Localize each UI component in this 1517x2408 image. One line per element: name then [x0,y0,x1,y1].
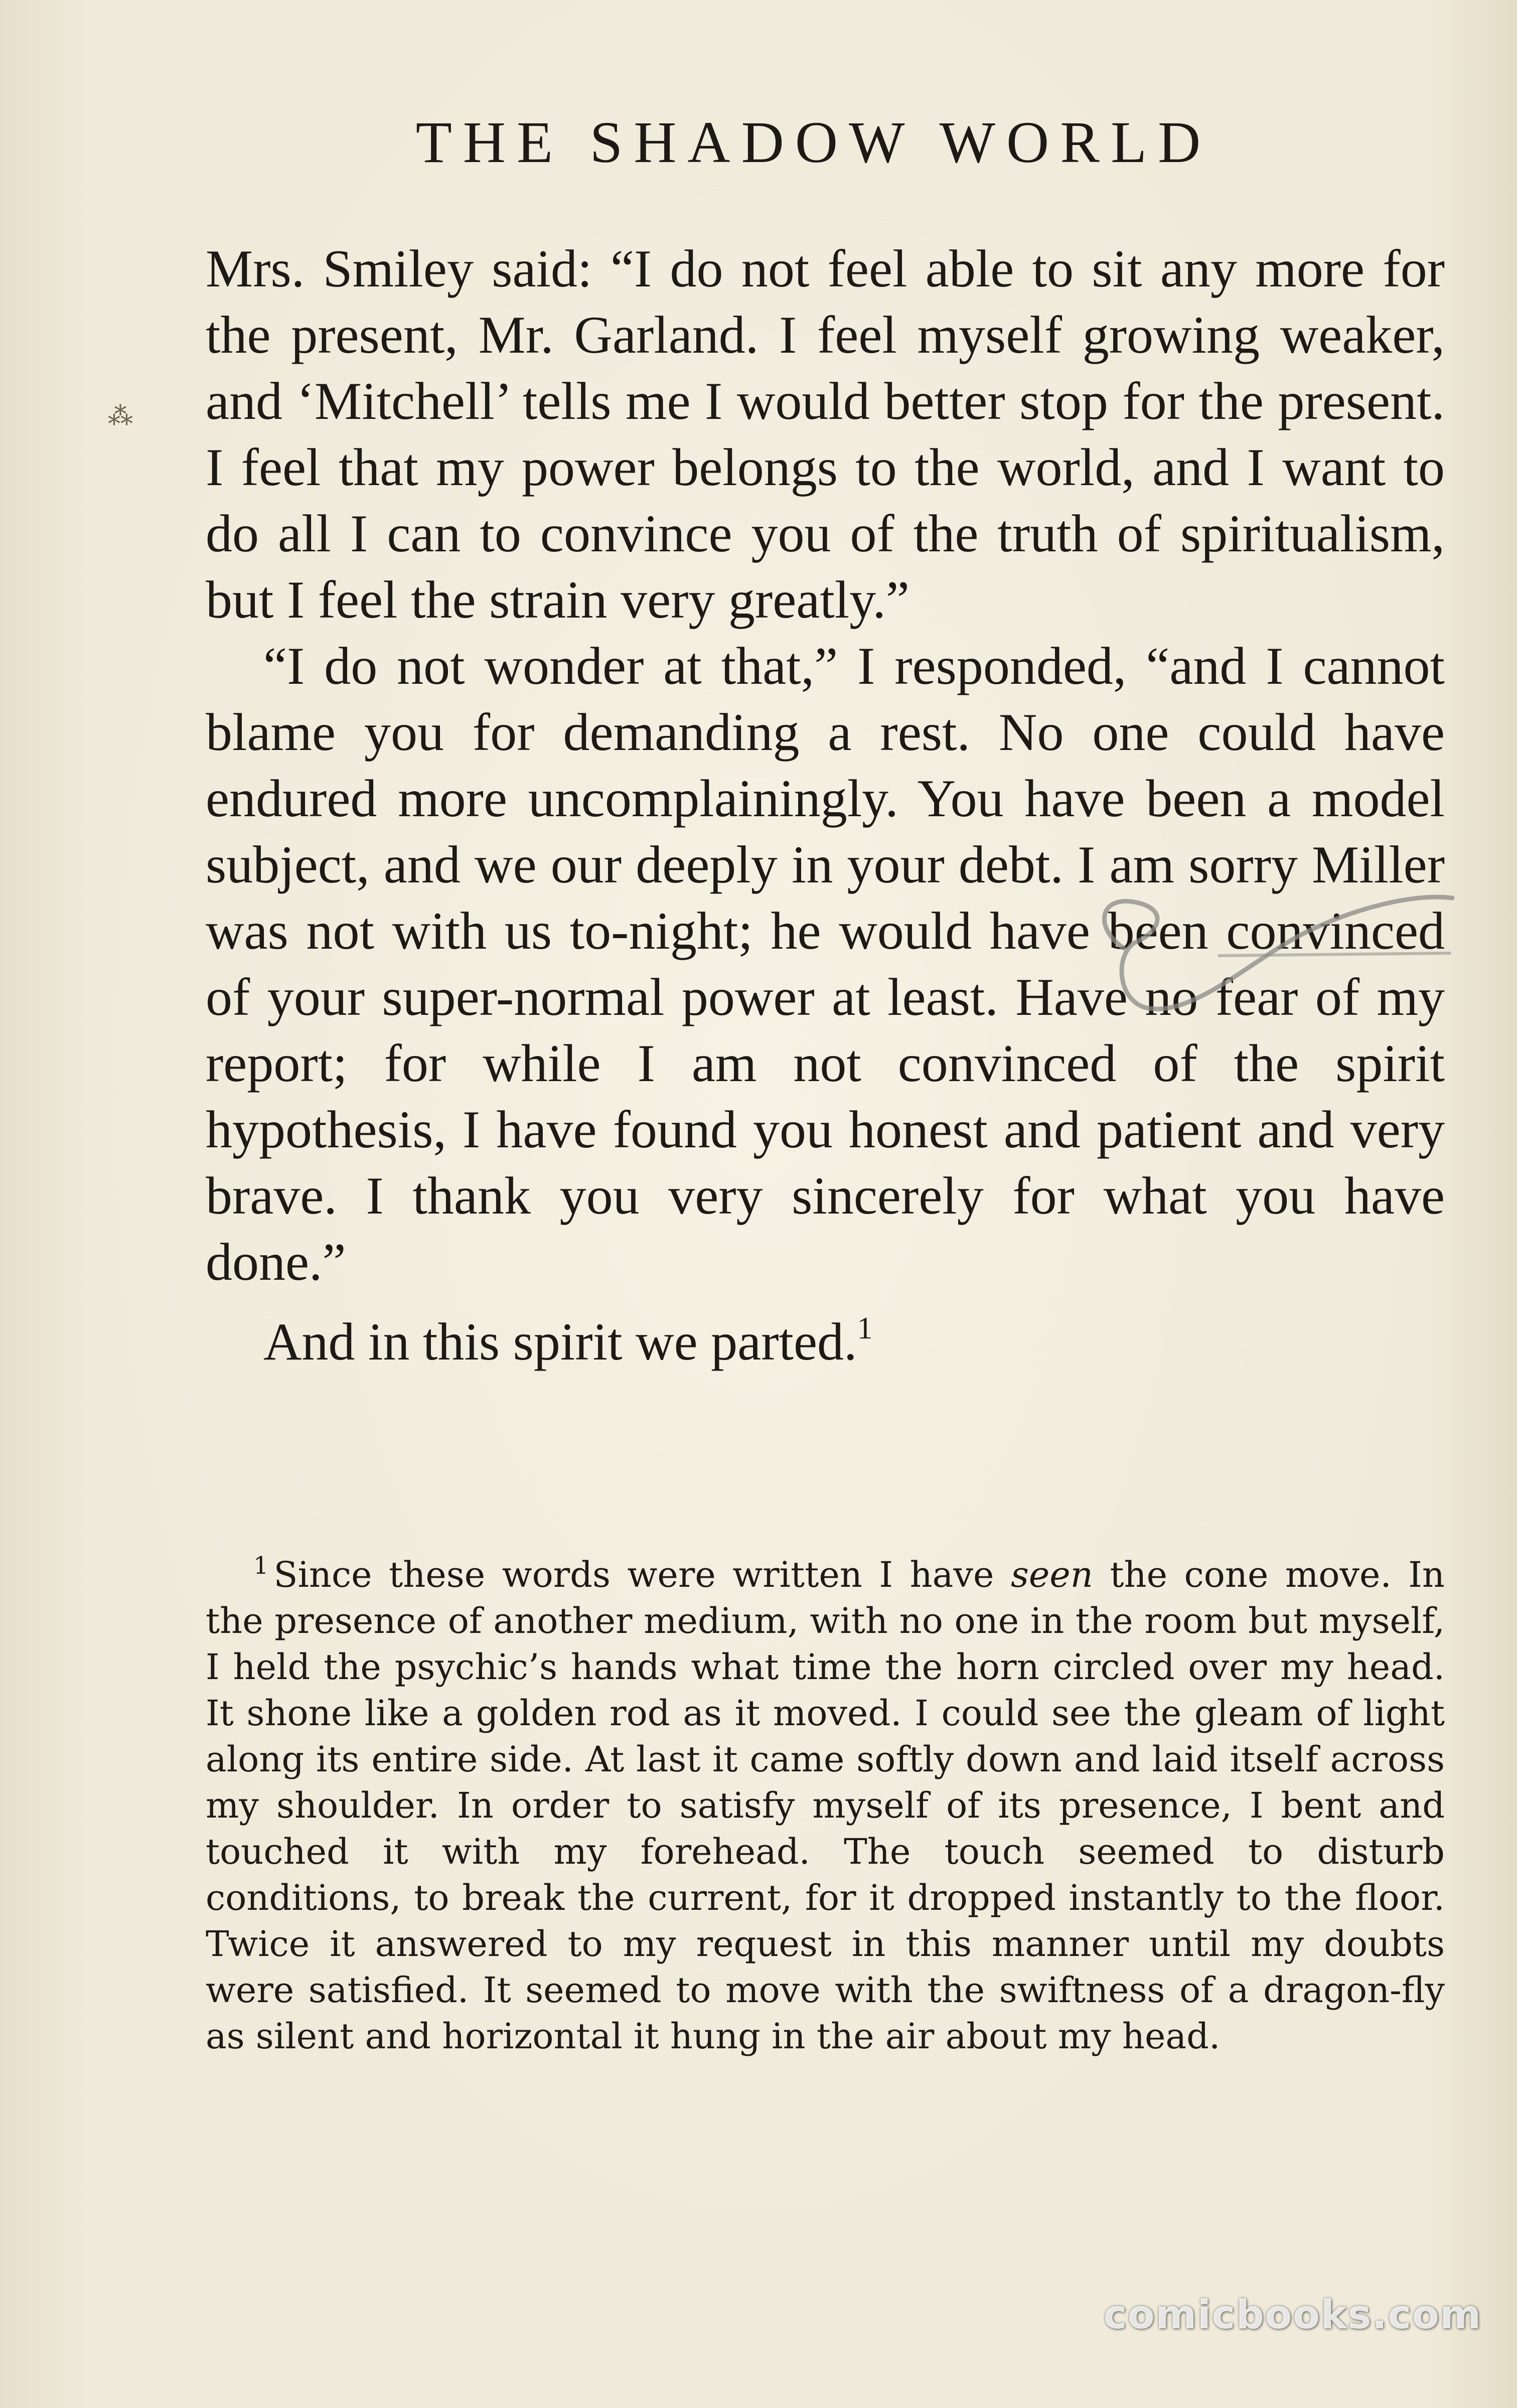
watermark: comicbooks.com [1103,2293,1482,2338]
footnote-marker: 1 [253,1552,269,1580]
footnote-reference: 1 [857,1311,873,1345]
paragraph-3 [206,1295,1445,1375]
body-text [206,236,1445,1375]
footnote-text-after: the cone move. In the presence of another medium, with no one in the room but myself, I held the psychic’s hands what time the horn circled over my head. It shone like a golden rod as it moved. I could see the gleam of light along its entire side. At last it came softly down and laid itself across my shoulder. In order to satisfy myself of its presence, I bent and touched it with my forehead. The touch seemed to disturb conditions, to break the current, for it dropped instantly to the floor. Twice it answered to my request in this manner until my doubts were satisfied. It seemed to move with the swiftness of a dragon-fly as silent and horizontal it hung in the air about my head. [206,1554,1445,2057]
stray-ink-mark: ⁂ [108,401,133,430]
footnote [206,1543,1445,2059]
paragraph-1: Mrs. Smiley said: “I do not feel able to sit any more for the present, Mr. Garland. I feel myself growing weaker, and ‘Mitchell’ tells me I would better stop for the present. I feel that my power belongs to the world, and I want to do all I can to convince you of the truth of spiritualism, but I feel the strain very greatly.” [206,239,1445,629]
running-head: THE SHADOW WORLD [415,109,1212,175]
footnote-text-before: Since these words were written I have [273,1554,1011,1595]
footnote-emphasis: seen [1010,1554,1093,1595]
paragraph-2: “I do not wonder at that,” I responded, “and I cannot blame you for demanding a rest. No one could have endured more uncomplainingly. You have been a model subject, and we our deeply in your debt. I am sorry Miller was not with us to-night; he would have been convinced of your super-normal power at least. Have no fear of my report; for while I am not convinced of the spirit hypothesis, I have found you honest and patient and very brave. I thank you very sincerely for what you have done.” [206,637,1445,1291]
pencil-scribble-mark [1094,873,1455,1028]
paragraph-3-text: And in this spirit we parted. [263,1312,857,1371]
